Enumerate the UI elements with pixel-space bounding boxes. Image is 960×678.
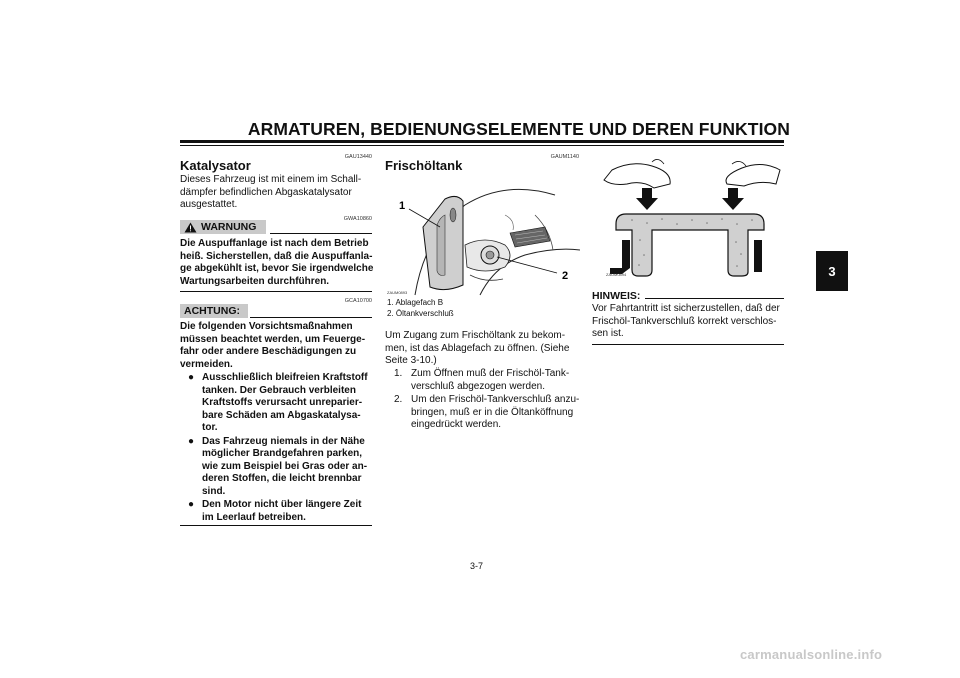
oil-cap-illustration: [592, 150, 784, 280]
note-text: Vor Fahrtantritt ist sicherzustellen, daß der Frischöl-Tankverschluß korrekt verschlos-sen ist.: [592, 303, 780, 339]
callout-1: 1: [399, 200, 406, 212]
caption-1: 1. Ablagefach B: [387, 298, 444, 307]
warning-triangle-icon: [184, 222, 197, 233]
caution-label: ACHTUNG:: [184, 305, 240, 317]
header-rule-thin: [180, 145, 784, 146]
page-number: 3-7: [470, 561, 484, 571]
page-header-title: ARMATUREN, BEDIENUNGSELEMENTE UND DEREN FUNKTION: [247, 119, 790, 139]
warning-label: WARNUNG: [201, 221, 257, 233]
bullet-item: ● Das Fahrzeug niemals in der Nähe möglicher Brandgefahren parken, wie zum Beispiel bei Gras oder an-deren Stoffen, die leicht brennbar sind.: [188, 435, 368, 497]
section-title-frischoeltank: Frischöltank: [385, 158, 463, 173]
callout-2: 2: [562, 270, 569, 282]
warning-rule-bottom: [180, 291, 372, 292]
caution-text: Die folgenden Vorsichtsmaßnahmen müssen beachtet werden, um Feuerge-fahr oder andere Beschädigungen zu vermeiden.: [180, 321, 366, 370]
katalysator-intro: Dieses Fahrzeug ist mit einem im Schall-dämpfer befindlichen Abgaskatalysator ausgestattet.: [180, 174, 362, 210]
caution-label-box: [180, 304, 248, 318]
bullet-item: ● Ausschließlich bleifreien Kraftstoff tanken. Der Gebrauch verbleiten Kraftstoffs verursacht unreparier-bare Schäden am Abgaskatalysa-tor.: [188, 372, 368, 433]
bullet-item: ● Den Motor nicht über längere Zeit im Leerlauf betreiben.: [188, 499, 362, 523]
header-rule-thick: [180, 140, 784, 143]
warning-code: GWA10860: [343, 216, 372, 222]
warning-label-box: [180, 220, 266, 234]
caution-rule-bottom: [180, 525, 372, 526]
bullet-dot-icon: ●: [188, 372, 195, 383]
note-label: HINWEIS:: [592, 290, 641, 302]
oil-tank-illustration: [385, 175, 580, 297]
step-item: 2. Um den Frischöl-Tankverschluß anzu-bringen, muß er in die Öltanköffnung eingedrückt werden.: [394, 394, 580, 430]
caption-2: 2. Öltankverschluß: [387, 309, 454, 318]
oil-tank-steps: [394, 368, 580, 433]
bullet-dot-icon: ●: [188, 435, 195, 447]
chapter-tab-number: 3: [828, 263, 836, 279]
caution-code: GCA10700: [344, 298, 372, 304]
warning-text: Die Auspuffanlage ist nach dem Betrieb heiß. Sicherstellen, daß die Auspuffanla-ge abgekühlt ist, bevor Sie irgendwelche Wartungsarbeiten durchführen.: [180, 238, 374, 287]
step-item: 1. Zum Öffnen muß der Frischöl-Tank-verschluß abgezogen werden.: [394, 368, 570, 392]
figure-code: ZAUM0894: [606, 272, 627, 277]
caution-bullet-list: [186, 372, 374, 525]
warning-rule-top: [270, 233, 372, 234]
note-rule-top: [645, 298, 784, 299]
watermark[interactable]: carmanualsonline.info: [740, 647, 883, 662]
caution-rule-top: [250, 317, 372, 318]
bullet-dot-icon: ●: [188, 499, 195, 510]
figure-code: ZAUM0893: [387, 290, 408, 295]
section-code: GAUM1140: [550, 154, 579, 160]
chapter-tab[interactable]: [816, 251, 848, 291]
section-code: GAU13440: [344, 154, 372, 160]
section-title-katalysator: Katalysator: [180, 158, 251, 173]
oil-tank-paragraph: Um Zugang zum Frischöltank zu bekom-men, ist das Ablagefach zu öffnen. (Siehe Seite 3-10.): [385, 330, 570, 366]
note-rule-bottom: [592, 344, 784, 345]
